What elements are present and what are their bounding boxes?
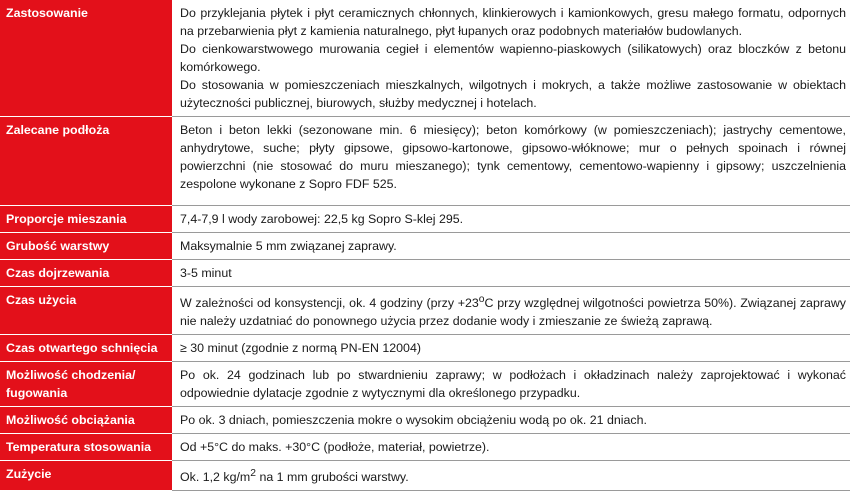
- row-value-mozliwosc-obciazania: Po ok. 3 dniach, pomieszczenia mokre o wysokim obciążeniu wodą po ok. 21 dniach.: [172, 407, 850, 434]
- squared-superscript: 2: [250, 468, 256, 480]
- table-row-czas-uzycia: [0, 287, 850, 335]
- row-label-temperatura-stosowania: Temperatura stosowania: [0, 434, 172, 461]
- row-label-mozliwosc-obciazania: Możliwość obciążania: [0, 407, 172, 434]
- row-label-zalecane-podloza: Zalecane podłoża: [0, 117, 172, 206]
- zuzycie-text-start: Ok. 1,2 kg/m: [180, 470, 251, 485]
- row-value-zuzycie: [172, 461, 850, 491]
- table-row-mozliwosc-chodzenia: [0, 362, 850, 407]
- table-row-temperatura-stosowania: [0, 434, 850, 461]
- czas-uzycia-text-end: C przy względnej wilgotności powietrza 50%). Związanej zaprawy nie należy uzdatniać do ponownego użycia przez dodanie wody i zmieszanie ze świeżą zaprawą.: [180, 296, 846, 329]
- table-row-czas-dojrzewania: [0, 260, 850, 287]
- row-label-czas-dojrzewania: Czas dojrzewania: [0, 260, 172, 287]
- row-label-proporcje-mieszania: Proporcje mieszania: [0, 206, 172, 233]
- row-label-zuzycie: Zużycie: [0, 461, 172, 491]
- table-row-zuzycie: [0, 461, 850, 491]
- table-row-grubosc-warstwy: [0, 233, 850, 260]
- row-label-mozliwosc-chodzenia: Możliwość chodzenia/ fugowania: [0, 362, 172, 407]
- row-value-czas-otwartego-schniecia: ≥ 30 minut (zgodnie z normą PN-EN 12004): [172, 335, 850, 362]
- row-value-zalecane-podloza: Beton i beton lekki (sezonowane min. 6 miesięcy); beton komórkowy (w pomieszczeniach); jastrychy cementowe, anhydrytowe, suche; płyty gipsowe, gipsowo-kartonowe, gipsowo-włóknowe; mur o pełnych spoinach i równej powierzchni (nie stosować do muru mieszanego); tynk cementowy, cementowo-wapienny i gipsowy; uszczelnienia zespolone wykonane z Sopro FDF 525.: [172, 117, 850, 206]
- zastosowanie-paragraph-3: Do stosowania w pomieszczeniach mieszkalnych, wilgotnych i mokrych, a także możliwe zastosowanie w obiektach użyteczności publicznej, biurowych, służby medycznej i hotelach.: [180, 78, 846, 110]
- row-value-czas-uzycia: [172, 287, 850, 335]
- row-label-zastosowanie: Zastosowanie: [0, 0, 172, 117]
- table-row-zastosowanie: [0, 0, 850, 117]
- zastosowanie-paragraph-2: Do cienkowarstwowego murowania cegieł i elementów wapienno-piaskowych (silikatowych) oraz bloczków z betonu komórkowego.: [180, 42, 846, 74]
- table-row-czas-otwartego-schniecia: [0, 335, 850, 362]
- row-value-grubosc-warstwy: Maksymalnie 5 mm związanej zaprawy.: [172, 233, 850, 260]
- row-value-temperatura-stosowania: Od +5°C do maks. +30°C (podłoże, materiał, powietrze).: [172, 434, 850, 461]
- table-row-mozliwosc-obciazania: [0, 407, 850, 434]
- degree-superscript: o: [478, 294, 485, 305]
- zastosowanie-paragraph-1: Do przyklejania płytek i płyt ceramicznych chłonnych, klinkierowych i kamionkowych, gresu małego formatu, odpornych na przebarwienia płyt z kamienia naturalnego, płyt łupanych oraz podobnych materiałów budowlanych.: [180, 6, 846, 38]
- row-value-zastosowanie: [172, 0, 850, 117]
- table-row-proporcje-mieszania: [0, 206, 850, 233]
- row-value-mozliwosc-chodzenia: Po ok. 24 godzinach lub po stwardnieniu zaprawy; w podłożach i okładzinach należy zaprojektować i wykonać odpowiednie dylatacje zgodnie z wytycznymi dla określonego przypadku.: [172, 362, 850, 407]
- row-label-grubosc-warstwy: Grubość warstwy: [0, 233, 172, 260]
- czas-uzycia-text-start: W zależności od konsystencji, ok. 4 godziny (przy +23: [180, 296, 479, 311]
- zuzycie-text-end: na 1 mm grubości warstwy.: [256, 470, 409, 485]
- table-row-zalecane-podloza: [0, 117, 850, 206]
- row-value-proporcje-mieszania: 7,4-7,9 l wody zarobowej: 22,5 kg Sopro S-klej 295.: [172, 206, 850, 233]
- row-label-czas-otwartego-schniecia: Czas otwartego schnięcia: [0, 335, 172, 362]
- row-value-czas-dojrzewania: 3-5 minut: [172, 260, 850, 287]
- row-label-czas-uzycia: Czas użycia: [0, 287, 172, 335]
